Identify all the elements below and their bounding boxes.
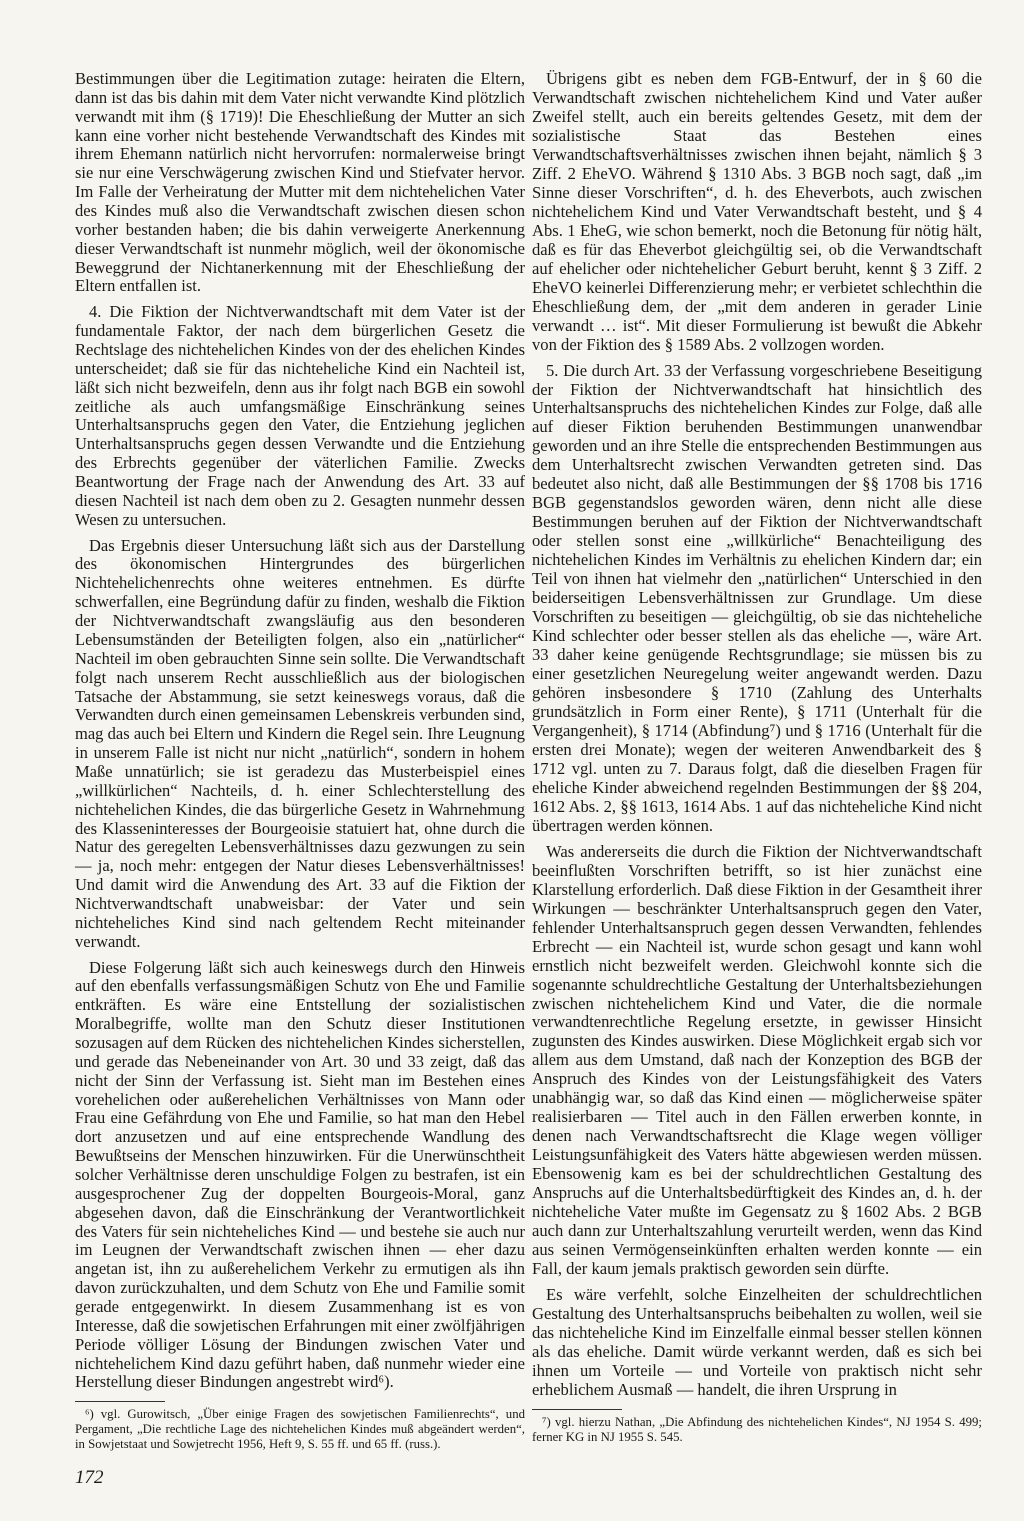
left-paragraph-4: Diese Folgerung läßt sich auch keineswegs durch den Hinweis auf den ebenfalls verfassungsmäßigen Schutz von Ehe und Familie entkräften. Es wäre eine Entstellung der sozialistischen Moralbegriffe, wollte man den Schutz dieser Institutionen sozusagen auf dem Rücken des nichtehelichen Kindes sicherstellen, und gerade das Nebeneinander von Art. 30 und 33 zeigt, daß das nicht der Sinn der Verfassung ist. Sieht man im Bestehen eines vorehelichen oder außerehelichen Verhältnisses von Mann oder Frau eine Gefährdung von Ehe und Familie, so hat man den Hebel dort anzusetzen und auf eine entsprechende Wandlung des Bewußtseins der Menschen hinzuwirken. Für die Unerwünschtheit solcher Verhältnisse deren unschuldige Folgen zu bestrafen, ist ein ausgesprochener Zug der doppelten Bourgeois-Moral, ganz abgesehen davon, daß die Einschränkung der Verantwortlichkeit des Vaters für sein nichteheliches Kind — und bestehe sie auch nur im Leugnen der Verwandtschaft zwischen ihnen — eher dazu angetan ist, ihn zu außerehelichem Verkehr zu ermutigen als ihn davon zurückzuhalten, und dem Schutz von Ehe und Familie somit gerade entgegenwirkt. In diesem Zusammenhang ist es von Interesse, daß die sowjetischen Erfahrungen mit einer zwölfjährigen Periode völliger Lösung der Bindungen zwischen Vater und nichtehelichem Kind dazu geführt haben, daß nunmehr wieder eine Herstellung dieser Bindungen angestrebt wird⁶).: [75, 957, 525, 1392]
footnote-separator-right: [532, 1409, 622, 1410]
page-number: 172: [75, 1467, 104, 1488]
left-paragraph-1: Bestimmungen über die Legitimation zutage: heiraten die Eltern, dann ist das bis dahin mit dem Vater nicht verwandte Kind plötzlich verwandt mit ihm (§ 1719)! Die Eheschließung der Mutter an sich kann eine vorher nicht bestehende Verwandtschaft des Kindes mit ihrem Ehemann natürlich nicht hervorrufen: normalerweise bringt sie nur eine Verschwägerung zwischen Kind und Stiefvater hervor. Im Falle der Verheiratung der Mutter mit dem nichtehelichen Vater des Kindes muß also die Verwandtschaft zwischen diesen schon vorher bestanden haben; die bis dahin verweigerte Anerkennung dieser Verwandtschaft ist nunmehr möglich, weil der ökonomische Beweggrund der Nichtanerkennung mit der Eheschließung der Eltern entfallen ist.: [75, 69, 525, 296]
footnote-6: ⁶) vgl. Gurowitsch, „Über einige Fragen des sowjetischen Familienrechts“, und Pergament, „Die rechtliche Lage des nichtehelichen Kindes muß abgeändert werden“, in Sowjetstaat und Sowjetrecht 1956, Heft 9, S. 55 ff. und 65 ff. (russ.).: [75, 1407, 525, 1451]
left-paragraph-2: 4. Die Fiktion der Nichtverwandtschaft mit dem Vater ist der fundamentale Faktor, der nach dem bürgerlichen Gesetz die Rechtslage des nichtehelichen Kindes von der des ehelichen Kindes unterscheidet; daß sie für das nichteheliche Kind ein Nachteil ist, läßt sich nicht bezweifeln, denn aus ihr folgt nach BGB ein sowohl zeitliche als auch umfangsmäßige Einschränkung seines Unterhaltsanspruchs gegen den Vater, die Entziehung jeglichen Unterhaltsanspruchs gegen dessen Verwandte und die Entziehung des Erbrechts gegenüber der väterlichen Familie. Zwecks Beantwortung der Frage nach der Anwendung des Art. 33 auf diesen Nachteil ist nach dem oben zu 2. Gesagten nunmehr dessen Wesen zu untersuchen.: [75, 302, 525, 529]
left-column: [75, 70, 525, 1452]
footnote-7: ⁷) vgl. hierzu Nathan, „Die Abfindung des nichtehelichen Kindes“, NJ 1954 S. 499; ferner KG in NJ 1955 S. 545.: [532, 1414, 982, 1444]
right-paragraph-3: Was andererseits die durch die Fiktion der Nichtverwandtschaft beeinflußten Vorschriften betrifft, so ist hier zunächst eine Klarstellung erforderlich. Daß diese Fiktion in der Gesamtheit ihrer Wirkungen — beschränkter Unterhaltsanspruch gegen den Vater, fehlender Unterhaltsanspruch gegen dessen Verwandten, fehlendes Erbrecht — ein Nachteil ist, wurde schon gesagt und kann wohl ernstlich nicht bezweifelt werden. Gleichwohl konnte sich die sogenannte schuldrechtliche Gestaltung der Unterhaltsbeziehungen zwischen nichtehelichem Kind und Vater, die die normale verwandtenrechtliche Regelung ersetzte, in gewisser Hinsicht zugunsten des Kindes auswirken. Diese Möglichkeit ergab sich vor allem aus dem Umstand, daß nach der Konzeption des BGB der Anspruch des Kindes von der Leistungsfähigkeit des Vaters unabhängig war, so daß das Kind einen — möglicherweise später realisierbaren — Titel auch in den Fällen erwerben konnte, in denen nach Verwandtschaftsrecht die Klage wegen völliger Leistungsunfähigkeit des Vaters hätte abgewiesen werden müssen. Ebensowenig kam es bei der schuldrechtlichen Gestaltung des Anspruchs auf die Unterhaltsbedürftigkeit des Kindes an, d. h. der nichteheliche Vater mußte im Gegensatz zu § 1602 Abs. 2 BGB auch dann zur Unterhaltszahlung verurteilt werden, wenn das Kind aus seinen Vermögenseinkünften erhalten werden konnte — ein Fall, der kaum jemals praktisch geworden sein dürfte.: [532, 841, 982, 1279]
right-paragraph-1: Übrigens gibt es neben dem FGB-Entwurf, der in § 60 die Verwandtschaft zwischen nichtehelichem Kind und Vater außer Zweifel stellt, auch ein bereits geltendes Gesetz, mit dem der sozialistische Staat das Bestehen eines Verwandtschaftsverhältnisses zwischen ihnen bejaht, nämlich § 3 Ziff. 2 EheVO. Während § 1310 Abs. 3 BGB noch sagt, daß „im Sinne dieser Vorschriften“, d. h. des Eheverbots, auch zwischen nichtehelichem Kind und Vater Verwandtschaft besteht, und § 4 Abs. 1 EheG, wie schon bemerkt, noch die Betonung für nötig hält, daß es für das Eheverbot gleichgültig sei, ob die Verwandtschaft auf ehelicher oder nichtehelicher Geburt beruht, kennt § 3 Ziff. 2 EheVO keinerlei Differenzierung mehr; er verbietet schlechthin die Eheschließung dem, der „mit dem anderen in gerader Linie verwandt … ist“. Mit dieser Formulierung ist bewußt die Abkehr von der Fiktion des § 1589 Abs. 2 vollzogen worden.: [532, 69, 982, 354]
right-column: [532, 70, 982, 1444]
footnote-separator-left: [75, 1401, 165, 1402]
left-paragraph-3: Das Ergebnis dieser Untersuchung läßt sich aus der Darstellung des ökonomischen Hintergrundes des bürgerlichen Nichtehelichenrechts ohne weiteres entnehmen. Es dürfte schwerfallen, eine Begründung dafür zu finden, weshalb die Fiktion der Nichtverwandtschaft zwangsläufig aus den besonderen Lebensumständen der Beteiligten folgen, also ein „natürlicher“ Nachteil im oben gebrauchten Sinne sein sollte. Die Verwandtschaft folgt nach unserem Recht ausschließlich aus der biologischen Tatsache der Abstammung, sie setzt keineswegs voraus, daß die Verwandten durch einen gemeinsamen Lebenskreis verbunden sind, mag das auch bei Eltern und Kindern die Regel sein. Ihre Leugnung in unserem Falle ist nicht nur nicht „natürlich“, sondern in hohem Maße unnatürlich; sie ist geradezu das Musterbeispiel eines „willkürlichen“ Nachteils, d. h. einer Schlechterstellung des nichtehelichen Kindes, die das bürgerliche Gesetz in Wahrnehmung des Klasseninteresses der Bourgeoisie statuiert hat, ohne durch die Natur des geregelten Lebensverhältnisses dazu gezwungen zu sein — ja, noch mehr: entgegen der Natur dieses Lebensverhältnisses! Und damit wird die Anwendung des Art. 33 auf die Fiktion der Nichtverwandtschaft unabweisbar: der Vater und sein nichteheliches Kind sind nach geltendem Recht miteinander verwandt.: [75, 535, 525, 951]
right-paragraph-4: Es wäre verfehlt, solche Einzelheiten der schuldrechtlichen Gestaltung des Unterhaltsanspruchs beibehalten zu wollen, weil sie das nichteheliche Kind im Einzelfalle einmal besser stellen können als das eheliche. Damit würde verkannt werden, daß es sich bei ihnen um Vorteile — und Vorteile von praktisch nicht sehr erheblichem Ausmaß — handelt, die ihren Ursprung in: [532, 1285, 982, 1399]
right-paragraph-2: 5. Die durch Art. 33 der Verfassung vorgeschriebene Beseitigung der Fiktion der Nichtverwandtschaft hat hinsichtlich des Unterhaltsanspruchs des nichtehelichen Kindes zur Folge, daß alle auf dieser Fiktion beruhenden Bestimmungen unanwendbar geworden und an ihre Stelle die entsprechenden Bestimmungen aus dem Unterhaltsrecht zwischen Verwandten getreten sind. Das bedeutet also nicht, daß alle Bestimmungen der §§ 1708 bis 1716 BGB gegenstandslos geworden wären, denn nicht alle diese Bestimmungen beruhen auf der Fiktion der Nichtverwandtschaft oder stellen sonst eine „willkürliche“ Benachteiligung des nichtehelichen Kindes im Verhältnis zu ehelichen Kindern dar; ein Teil von ihnen hat vielmehr den „natürlichen“ Unterschied in den beiderseitigen Lebensverhältnissen zur Grundlage. Um diese Vorschriften zu beseitigen — gleichgültig, ob sie das nichteheliche Kind schlechter oder besser stellen als das eheliche —, wäre Art. 33 daher keine genügende Rechtsgrundlage; sie müssen bis zu einer gesetzlichen Neuregelung weiter angewandt werden. Dazu gehören insbesondere § 1710 (Zahlung des Unterhalts grundsätzlich in Form einer Rente), § 1711 (Unterhalt für die Vergangenheit), § 1714 (Abfindung⁷) und § 1716 (Unterhalt für die ersten drei Monate); wegen der weiteren Anwendbarkeit des § 1712 vgl. unten zu 7. Daraus folgt, daß die dieselben Fragen für eheliche Kinder abweichend regelnden Bestimmungen der §§ 204, 1612 Abs. 2, §§ 1613, 1614 Abs. 1 auf das nichteheliche Kind nicht übertragen werden können.: [532, 360, 982, 835]
